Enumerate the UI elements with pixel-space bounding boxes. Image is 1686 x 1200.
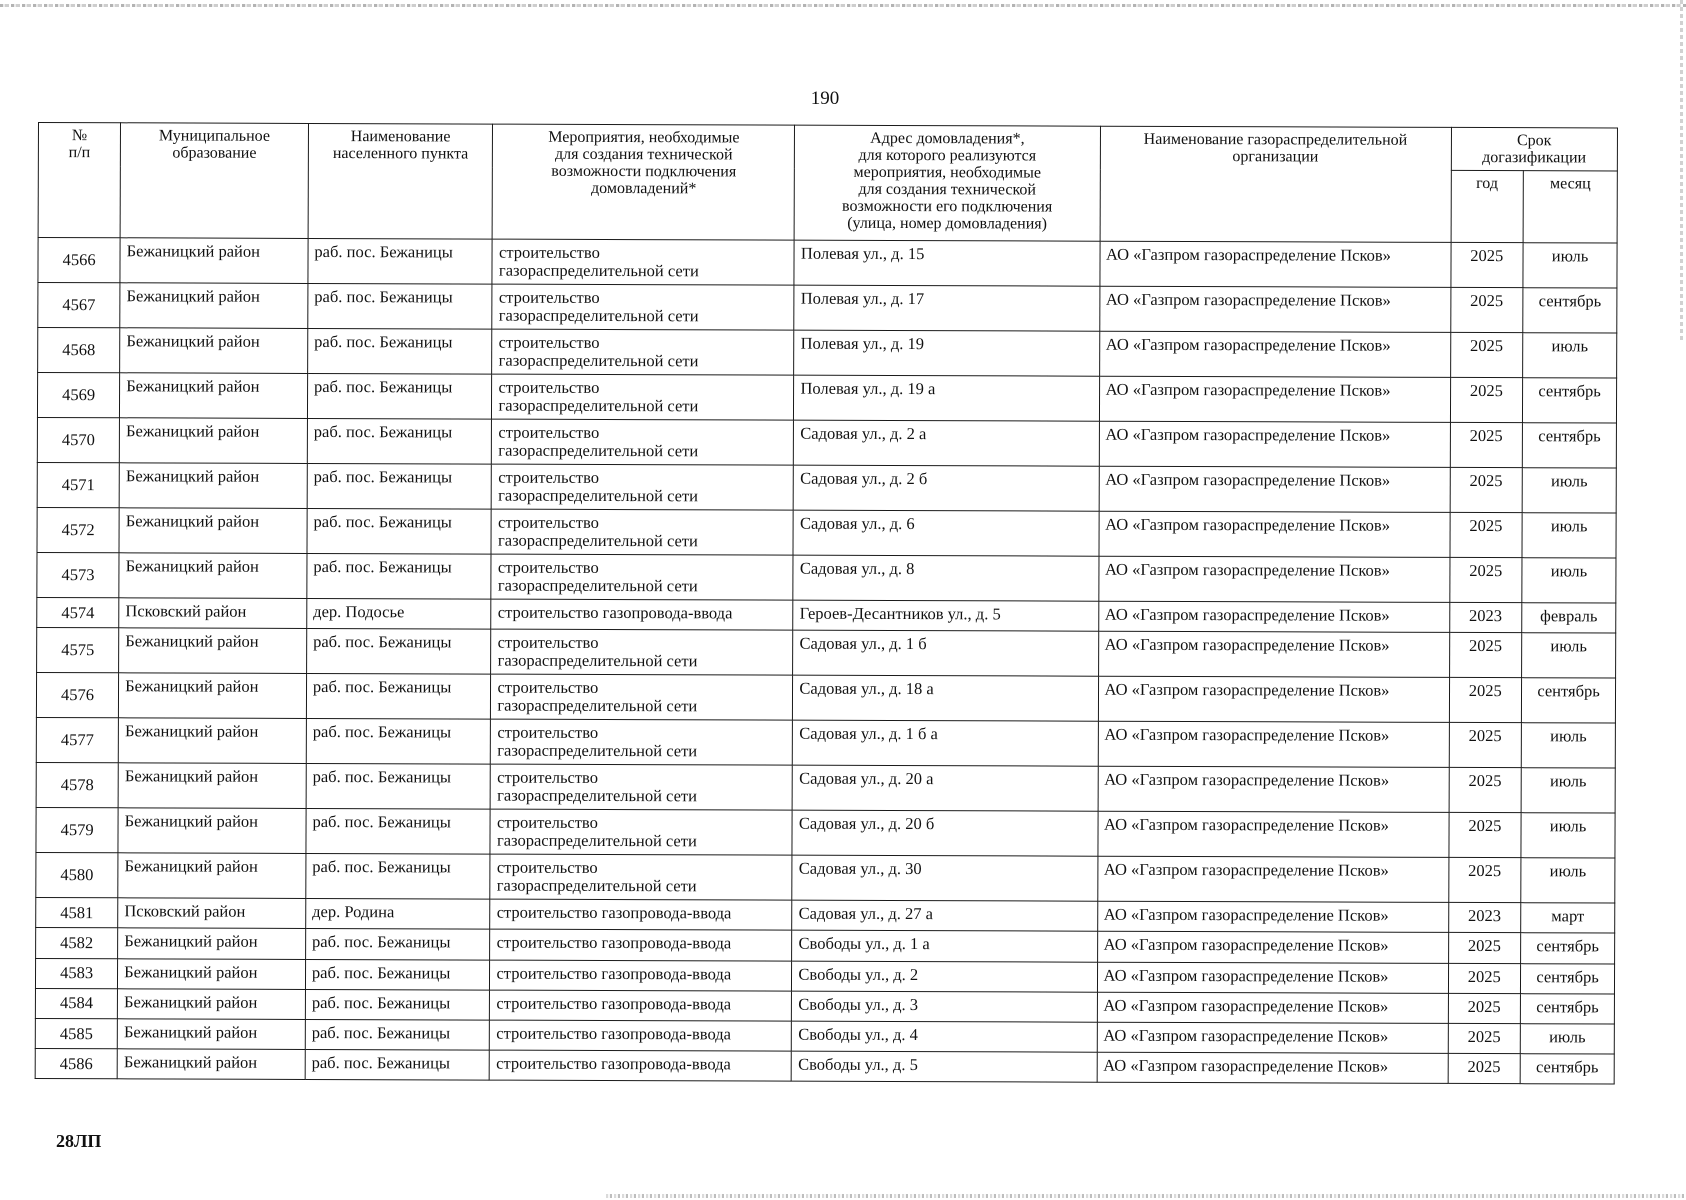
cell-organization: АО «Газпром газораспределение Псков»	[1097, 901, 1448, 932]
cell-municipality: Бежаницкий район	[120, 238, 308, 284]
table-row	[38, 328, 1617, 379]
cell-settlement: дер. Родина	[306, 899, 491, 930]
cell-measures: строительство газораспределительной сети	[490, 809, 792, 855]
cell-municipality: Бежаницкий район	[120, 283, 308, 329]
cell-num: 4582	[36, 928, 118, 958]
cell-municipality: Бежаницкий район	[119, 628, 307, 674]
table-row	[38, 238, 1617, 289]
cell-settlement: раб. пос. Бежаницы	[306, 719, 491, 765]
cell-municipality: Бежаницкий район	[118, 718, 306, 764]
cell-num: 4583	[35, 958, 117, 988]
cell-num: 4567	[38, 283, 120, 328]
cell-measures: строительство газораспределительной сети	[490, 854, 792, 900]
cell-num: 4576	[36, 673, 118, 718]
cell-month: июль	[1522, 513, 1616, 558]
cell-month: сентябрь	[1521, 933, 1615, 964]
cell-year: 2025	[1448, 1054, 1521, 1084]
header-organization: Наименование газораспределительной организации	[1100, 126, 1451, 242]
cell-month: июль	[1523, 333, 1617, 378]
cell-settlement: раб. пос. Бежаницы	[305, 929, 490, 960]
cell-settlement: раб. пос. Бежаницы	[308, 283, 493, 329]
cell-municipality: Псковский район	[119, 598, 307, 629]
cell-measures: строительство газораспределительной сети	[492, 374, 794, 420]
cell-settlement: раб. пос. Бежаницы	[305, 1019, 490, 1050]
table-row	[36, 673, 1615, 724]
cell-address: Садовая ул., д. 1 б	[793, 630, 1098, 676]
cell-num: 4572	[37, 507, 119, 552]
cell-settlement: раб. пос. Бежаницы	[306, 764, 491, 810]
cell-address: Полевая ул., д. 19 а	[794, 375, 1099, 421]
cell-year: 2025	[1450, 287, 1523, 332]
cell-municipality: Бежаницкий район	[118, 989, 306, 1020]
cell-month: февраль	[1522, 603, 1616, 634]
table-row	[36, 808, 1615, 859]
header-year: год	[1451, 170, 1524, 242]
table-row	[37, 507, 1616, 558]
cell-month: сентябрь	[1521, 678, 1615, 723]
cell-address: Свободы ул., д. 2	[792, 961, 1097, 992]
cell-settlement: раб. пос. Бежаницы	[307, 508, 492, 554]
scan-edge-bottom	[606, 1194, 1686, 1198]
cell-measures: строительство газопровода-ввода	[490, 990, 792, 1021]
cell-address: Садовая ул., д. 8	[793, 555, 1098, 601]
cell-address: Героев-Десантников ул., д. 5	[793, 600, 1098, 631]
cell-year: 2023	[1449, 602, 1522, 632]
cell-month: июль	[1521, 768, 1615, 813]
cell-month: июль	[1522, 558, 1616, 603]
cell-month: июль	[1520, 1024, 1614, 1055]
cell-month: сентябрь	[1523, 378, 1617, 423]
table-row	[37, 628, 1616, 679]
cell-measures: строительство газораспределительной сети	[491, 509, 793, 555]
table-row	[37, 373, 1616, 424]
cell-num: 4573	[37, 552, 119, 597]
cell-measures: строительство газопровода-ввода	[490, 1050, 792, 1081]
cell-year: 2025	[1449, 678, 1522, 723]
cell-municipality: Бежаницкий район	[117, 1049, 305, 1080]
cell-year: 2025	[1450, 512, 1523, 557]
table-row	[36, 763, 1615, 814]
cell-settlement: раб. пос. Бежаницы	[305, 1050, 490, 1081]
cell-measures: строительство газопровода-ввода	[490, 1020, 792, 1051]
cell-address: Свободы ул., д. 3	[792, 991, 1097, 1022]
cell-settlement: раб. пос. Бежаницы	[307, 463, 492, 509]
cell-measures: строительство газораспределительной сети	[492, 419, 794, 465]
cell-organization: АО «Газпром газораспределение Псков»	[1097, 856, 1448, 902]
cell-num: 4570	[37, 417, 119, 462]
table-row	[36, 853, 1615, 904]
cell-year: 2025	[1448, 1023, 1521, 1053]
cell-measures: строительство газораспределительной сети	[491, 674, 793, 720]
cell-year: 2025	[1450, 422, 1523, 467]
cell-measures: строительство газопровода-ввода	[490, 960, 792, 991]
header-month: месяц	[1523, 171, 1617, 243]
cell-month: июль	[1521, 723, 1615, 768]
cell-year: 2025	[1449, 633, 1522, 678]
cell-address: Свободы ул., д. 5	[792, 1051, 1097, 1082]
cell-measures: строительство газораспределительной сети	[492, 464, 794, 510]
cell-year: 2025	[1450, 242, 1523, 287]
cell-measures: строительство газораспределительной сети	[491, 629, 793, 675]
cell-month: июль	[1522, 468, 1616, 513]
cell-municipality: Бежаницкий район	[119, 673, 307, 719]
cell-num: 4577	[36, 718, 118, 763]
cell-organization: АО «Газпром газораспределение Псков»	[1098, 766, 1449, 812]
cell-settlement: раб. пос. Бежаницы	[305, 989, 490, 1020]
cell-organization: АО «Газпром газораспределение Псков»	[1099, 331, 1450, 377]
cell-settlement: раб. пос. Бежаницы	[305, 959, 490, 990]
cell-address: Свободы ул., д. 4	[792, 1021, 1097, 1052]
cell-measures: строительство газопровода-ввода	[491, 599, 793, 630]
cell-settlement: раб. пос. Бежаницы	[308, 238, 493, 284]
cell-month: сентябрь	[1520, 993, 1614, 1024]
cell-municipality: Псковский район	[118, 898, 306, 929]
table-row	[36, 718, 1615, 769]
gasification-table	[35, 122, 1618, 1085]
cell-organization: АО «Газпром газораспределение Псков»	[1099, 241, 1450, 287]
cell-num: 4585	[35, 1018, 117, 1048]
cell-num: 4579	[36, 808, 118, 853]
cell-settlement: раб. пос. Бежаницы	[306, 674, 491, 720]
cell-settlement: раб. пос. Бежаницы	[307, 553, 492, 599]
cell-month: июль	[1521, 858, 1615, 903]
table-row	[37, 462, 1616, 513]
cell-municipality: Бежаницкий район	[118, 928, 306, 959]
cell-address: Полевая ул., д. 19	[794, 330, 1099, 376]
cell-measures: строительство газораспределительной сети	[491, 554, 793, 600]
cell-municipality: Бежаницкий район	[120, 373, 308, 419]
cell-year: 2025	[1450, 332, 1523, 377]
cell-settlement: раб. пос. Бежаницы	[307, 418, 492, 464]
cell-municipality: Бежаницкий район	[120, 328, 308, 374]
cell-municipality: Бежаницкий район	[118, 958, 306, 989]
cell-settlement: раб. пос. Бежаницы	[306, 809, 491, 855]
cell-num: 4586	[35, 1049, 117, 1079]
cell-municipality: Бежаницкий район	[119, 508, 307, 554]
cell-address: Свободы ул., д. 1 а	[792, 931, 1097, 962]
document-code: 28ЛП	[56, 1131, 102, 1151]
cell-settlement: раб. пос. Бежаницы	[307, 373, 492, 419]
cell-num: 4578	[36, 763, 118, 808]
header-address: Адрес домовладения*, для которого реализуются мероприятия, необходимые для создания технической возможности его подключения (улица, номер домовладения)	[794, 125, 1100, 241]
cell-municipality: Бежаницкий район	[117, 1019, 305, 1050]
cell-month: сентябрь	[1523, 288, 1617, 333]
cell-organization: АО «Газпром газораспределение Псков»	[1098, 601, 1449, 632]
cell-organization: АО «Газпром газораспределение Псков»	[1099, 421, 1450, 467]
cell-organization: АО «Газпром газораспределение Псков»	[1097, 1022, 1448, 1053]
cell-measures: строительство газораспределительной сети	[492, 239, 794, 285]
header-municipality: Муниципальное образование	[120, 123, 308, 239]
cell-municipality: Бежаницкий район	[118, 808, 306, 854]
cell-municipality: Бежаницкий район	[119, 553, 307, 599]
cell-organization: АО «Газпром газораспределение Псков»	[1098, 631, 1449, 677]
cell-num: 4581	[36, 898, 118, 928]
cell-address: Садовая ул., д. 1 б а	[793, 720, 1098, 766]
cell-month: сентябрь	[1520, 1054, 1614, 1085]
cell-address: Полевая ул., д. 15	[794, 240, 1099, 286]
cell-organization: АО «Газпром газораспределение Псков»	[1098, 676, 1449, 722]
cell-settlement: раб. пос. Бежаницы	[308, 328, 493, 374]
cell-month: июль	[1522, 633, 1616, 678]
cell-year: 2023	[1448, 903, 1521, 933]
cell-address: Садовая ул., д. 2 б	[794, 465, 1099, 511]
cell-measures: строительство газопровода-ввода	[490, 929, 792, 960]
cell-year: 2025	[1449, 768, 1522, 813]
cell-num: 4575	[37, 628, 119, 673]
header-measures: Мероприятия, необходимые для создания технической возможности подключения домовладений*	[493, 124, 795, 240]
cell-organization: АО «Газпром газораспределение Псков»	[1097, 992, 1448, 1023]
cell-organization: АО «Газпром газораспределение Псков»	[1099, 376, 1450, 422]
cell-municipality: Бежаницкий район	[119, 463, 307, 509]
cell-month: июль	[1523, 243, 1617, 288]
cell-month: июль	[1521, 813, 1615, 858]
cell-organization: АО «Газпром газораспределение Псков»	[1098, 556, 1449, 602]
cell-organization: АО «Газпром газораспределение Псков»	[1097, 811, 1448, 857]
cell-organization: АО «Газпром газораспределение Псков»	[1099, 511, 1450, 557]
cell-municipality: Бежаницкий район	[119, 418, 307, 464]
cell-num: 4568	[38, 328, 120, 373]
cell-month: март	[1521, 903, 1615, 934]
cell-num: 4574	[37, 597, 119, 627]
scan-edge-right	[1680, 0, 1683, 340]
cell-address: Садовая ул., д. 30	[792, 855, 1097, 901]
header-deadline: Срок догазификации	[1451, 127, 1618, 171]
cell-address: Садовая ул., д. 6	[793, 510, 1098, 556]
cell-year: 2025	[1449, 557, 1522, 602]
cell-address: Садовая ул., д. 18 а	[793, 675, 1098, 721]
cell-organization: АО «Газпром газораспределение Псков»	[1098, 721, 1449, 767]
cell-address: Полевая ул., д. 17	[794, 285, 1099, 331]
cell-year: 2025	[1450, 377, 1523, 422]
cell-settlement: раб. пос. Бежаницы	[306, 629, 491, 675]
table-header	[38, 123, 1617, 244]
cell-settlement: раб. пос. Бежаницы	[306, 854, 491, 900]
table-body	[35, 238, 1617, 1085]
cell-year: 2025	[1448, 813, 1521, 858]
cell-measures: строительство газопровода-ввода	[490, 899, 792, 930]
page-number: 190	[810, 88, 840, 109]
table-row	[38, 283, 1617, 334]
cell-organization: АО «Газпром газораспределение Псков»	[1099, 286, 1450, 332]
cell-num: 4569	[37, 373, 119, 418]
cell-month: сентябрь	[1522, 423, 1616, 468]
cell-organization: АО «Газпром газораспределение Псков»	[1097, 1052, 1448, 1083]
cell-municipality: Бежаницкий район	[118, 853, 306, 899]
cell-month: сентябрь	[1521, 963, 1615, 994]
cell-num: 4571	[37, 462, 119, 507]
cell-num: 4566	[38, 238, 120, 283]
cell-measures: строительство газораспределительной сети	[492, 329, 794, 375]
cell-year: 2025	[1448, 858, 1521, 903]
header-settlement: Наименование населенного пункта	[308, 123, 493, 239]
cell-address: Садовая ул., д. 27 а	[792, 900, 1097, 931]
cell-organization: АО «Газпром газораспределение Псков»	[1099, 466, 1450, 512]
cell-address: Садовая ул., д. 2 а	[794, 420, 1099, 466]
table-row	[37, 417, 1616, 468]
cell-organization: АО «Газпром газораспределение Псков»	[1097, 932, 1448, 963]
scan-edge-top	[0, 4, 1686, 7]
cell-measures: строительство газораспределительной сети	[491, 719, 793, 765]
cell-num: 4584	[35, 988, 117, 1018]
cell-measures: строительство газораспределительной сети	[491, 764, 793, 810]
cell-settlement: дер. Подосье	[307, 598, 492, 629]
cell-measures: строительство газораспределительной сети	[492, 284, 794, 330]
cell-num: 4580	[36, 853, 118, 898]
table-row	[37, 552, 1616, 603]
header-num: № п/п	[38, 123, 121, 238]
cell-year: 2025	[1448, 963, 1521, 993]
cell-year: 2025	[1448, 933, 1521, 963]
table-row	[35, 1049, 1614, 1085]
cell-address: Садовая ул., д. 20 б	[792, 810, 1097, 856]
cell-year: 2025	[1448, 993, 1521, 1023]
cell-year: 2025	[1449, 723, 1522, 768]
cell-year: 2025	[1450, 467, 1523, 512]
cell-address: Садовая ул., д. 20 а	[792, 765, 1097, 811]
cell-organization: АО «Газпром газораспределение Псков»	[1097, 962, 1448, 993]
cell-municipality: Бежаницкий район	[118, 763, 306, 809]
